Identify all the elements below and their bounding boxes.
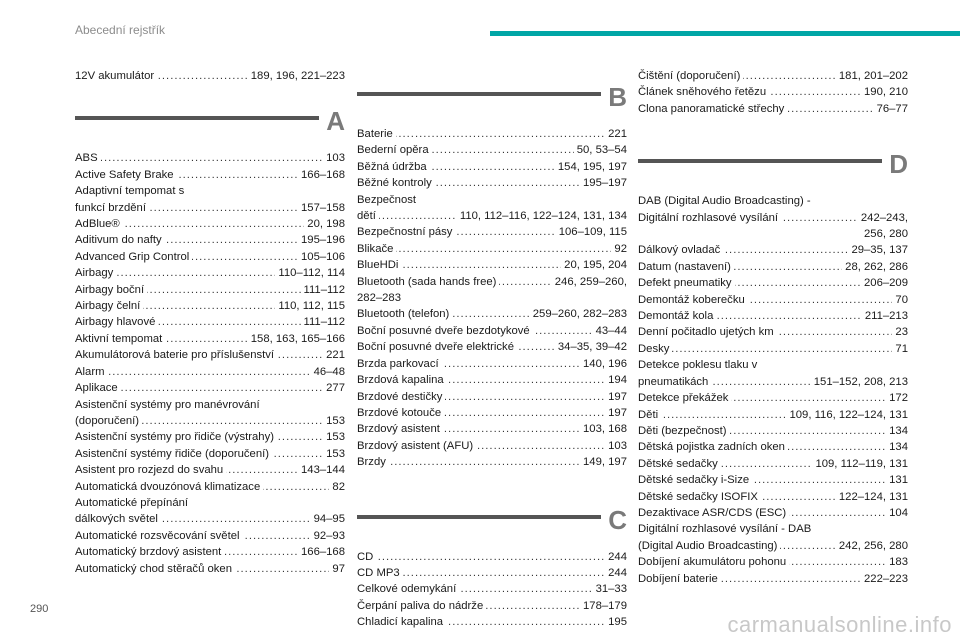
index-entry-term: Denní počitadlo ujetých km: [638, 326, 777, 338]
index-entry: [357, 257, 627, 273]
index-entry: [638, 308, 908, 324]
index-column-1: [75, 68, 345, 577]
index-entry: [75, 413, 345, 429]
index-entry-term: Dezaktivace ASR/CDS (ESC): [638, 507, 789, 519]
index-entry-term: Brzdové destičky: [357, 391, 445, 403]
index-entry-term: Bezpečnostní pásy: [357, 226, 455, 238]
index-entry-pages: 242, 256, 280: [836, 538, 908, 554]
index-entry-term: Demontáž kola: [638, 310, 716, 322]
index-entry-pages: 46–48: [311, 364, 345, 380]
index-entry-pages: 211–213: [862, 308, 908, 324]
index-entry: [75, 479, 345, 495]
index-entry: [75, 282, 345, 298]
index-entry-pages: 106–109, 115: [556, 224, 627, 240]
index-entry-term: BlueHDi: [357, 259, 401, 271]
section-letter-a: A: [326, 106, 345, 137]
index-entry-line: 282–283: [357, 292, 401, 305]
index-entry: [357, 175, 627, 191]
index-entry-term: Blikače: [357, 243, 396, 255]
index-entry-term: Detekce překážek: [638, 392, 731, 404]
index-entry-pages: 71: [892, 341, 908, 357]
index-entry-term: Automatický chod stěračů oken: [75, 563, 235, 575]
index-entry-pages: 195: [605, 614, 627, 630]
index-entry: [75, 68, 345, 84]
index-entry: [638, 489, 908, 505]
index-entry: [75, 347, 345, 363]
index-entry-pages: 109, 112–119, 131: [812, 456, 908, 472]
section-divider: [357, 515, 601, 519]
index-entry-term: Dětská pojistka zadních oken: [638, 441, 788, 453]
index-entry-pages: 154, 195, 197: [555, 159, 627, 175]
index-entry-pages: 172: [886, 390, 908, 406]
index-entry-term: Datum (nastavení): [638, 261, 734, 273]
index-entry-term: Airbagy: [75, 267, 116, 279]
index-entry-term: Chladicí kapalina: [357, 616, 446, 628]
index-entry-term: Automatické rozsvěcování světel: [75, 530, 243, 542]
index-entry: [75, 150, 345, 166]
index-entry-pages: 244: [605, 565, 627, 581]
index-entry: [638, 275, 908, 291]
index-entry-pages: 76–77: [874, 101, 908, 117]
index-entry-term: Brzdový asistent: [357, 423, 443, 435]
index-entry: [357, 306, 627, 322]
index-entry-term: Baterie: [357, 128, 396, 140]
index-entry-term: Brzda parkovací: [357, 358, 442, 370]
index-entry-pages: 92: [611, 241, 627, 257]
index-entry-pages: 92–93: [311, 528, 345, 544]
index-entry: [357, 405, 627, 421]
index-entry: [357, 421, 627, 437]
index-entry-line: Digitální rozhlasové vysílání - DAB: [638, 523, 812, 536]
index-entry: [638, 472, 908, 488]
index-entry: [357, 323, 627, 339]
index-entry: [357, 224, 627, 240]
index-entry-pages: 190, 210: [861, 84, 908, 100]
index-entry-line: Detekce poklesu tlaku v: [638, 359, 758, 372]
index-entry-term: Dětské sedačky ISOFIX: [638, 491, 761, 503]
index-entry-term: Děti: [638, 409, 661, 421]
index-entry-term: Dětské sedačky: [638, 458, 721, 470]
index-entry: [75, 462, 345, 478]
index-entry: [357, 598, 627, 614]
index-entry: [638, 407, 908, 423]
index-entry-term: Akumulátorová baterie pro příslušenství: [75, 349, 277, 361]
section-c-header: [357, 501, 627, 547]
index-entry: [75, 364, 345, 380]
index-entry-term: Brzdové kotouče: [357, 407, 444, 419]
index-entry: [357, 438, 627, 454]
index-entry: [638, 554, 908, 570]
index-entry-term: Boční posuvné dveře elektrické: [357, 341, 517, 353]
index-entry-term: 12V akumulátor: [75, 70, 157, 82]
index-entry: [357, 581, 627, 597]
index-entry-pages: 221: [323, 347, 345, 363]
index-entry-term: Běžné kontroly: [357, 177, 435, 189]
index-entry-pages: 158, 163, 165–166: [248, 331, 345, 347]
index-entry: [357, 142, 627, 158]
index-entry-pages: 31–33: [593, 581, 627, 597]
index-entry-term: Běžná údržba: [357, 161, 430, 173]
index-entry-pages: 194: [605, 372, 627, 388]
index-entry-term: Aplikace: [75, 382, 121, 394]
index-entry: [638, 390, 908, 406]
index-entry-term: dálkových světel: [75, 513, 161, 525]
index-entry-term: Aditivum do nafty: [75, 234, 165, 246]
index-entry: [75, 298, 345, 314]
section-a-header: [75, 102, 345, 148]
index-entry-pages: 110, 112–116, 122–124, 131, 134: [457, 208, 627, 224]
index-entry: [638, 571, 908, 587]
index-column-3: [638, 68, 908, 587]
index-entry: [75, 265, 345, 281]
index-entry-pages: 149, 197: [580, 454, 627, 470]
index-entry-pages: 97: [329, 561, 345, 577]
index-entry-pages: 256, 280: [864, 228, 908, 241]
index-entry-pages: 221: [605, 126, 627, 142]
index-entry-pages: 94–95: [311, 511, 345, 527]
index-entry-pages: 195–196: [298, 232, 345, 248]
index-entry-pages: 111–112: [301, 314, 345, 330]
index-entry-pages: 143–144: [298, 462, 345, 478]
index-entry-term: Boční posuvné dveře bezdotykové: [357, 325, 533, 337]
index-entry-pages: 50, 53–54: [574, 142, 627, 158]
index-entry-term: Alarm: [75, 366, 108, 378]
index-entry-term: (doporučení): [75, 415, 142, 427]
index-entry-pages: 153: [323, 429, 345, 445]
index-entry-term: Brzdový asistent (AFU): [357, 440, 476, 452]
index-entry-term: Aktivní tempomat: [75, 333, 165, 345]
index-entry-pages: 166–168: [298, 544, 345, 560]
index-entry-term: Automatický brzdový asistent: [75, 546, 224, 558]
index-entry-term: Asistent pro rozjezd do svahu: [75, 464, 226, 476]
index-entry-pages: 189, 196, 221–223: [248, 68, 345, 84]
section-letter-c: C: [608, 504, 627, 535]
index-entry: [75, 331, 345, 347]
index-entry-pages: 157–158: [298, 200, 345, 216]
index-entry-pages: 222–223: [861, 571, 908, 587]
index-column-2: [357, 78, 627, 631]
index-entry-line: Adaptivní tempomat s: [75, 185, 185, 198]
index-entry-term: funkcí brzdění: [75, 202, 149, 214]
index-entry: [357, 208, 627, 224]
index-entry: [357, 274, 627, 290]
index-entry-pages: 259–260, 282–283: [530, 306, 627, 322]
index-entry-pages: 246, 259–260,: [552, 274, 627, 290]
index-entry: [357, 126, 627, 142]
index-entry: [75, 232, 345, 248]
index-entry-term: Advanced Grip Control: [75, 251, 192, 263]
index-entry-term: Airbagy boční: [75, 284, 147, 296]
index-entry: [638, 101, 908, 117]
index-entry-term: Airbagy čelní: [75, 300, 143, 312]
index-entry-term: Bederní opěra: [357, 144, 432, 156]
index-entry: [638, 538, 908, 554]
index-entry-pages: 178–179: [580, 598, 627, 614]
index-entry: [638, 324, 908, 340]
index-entry: [638, 423, 908, 439]
index-entry-pages: 153: [323, 446, 345, 462]
index-entry: [357, 372, 627, 388]
index-entry-pages: 105–106: [298, 249, 345, 265]
index-entry-pages: 195–197: [580, 175, 627, 191]
index-entry: [75, 429, 345, 445]
index-entry: [75, 544, 345, 560]
index-entry-term: Dálkový ovladač: [638, 244, 723, 256]
index-entry-pages: 151–152, 208, 213: [811, 374, 908, 390]
index-entry-line: DAB (Digital Audio Broadcasting) -: [638, 195, 811, 208]
index-entry-pages: 23: [892, 324, 908, 340]
index-entry-term: Článek sněhového řetězu: [638, 86, 769, 98]
index-entry-pages: 122–124, 131: [836, 489, 908, 505]
header-accent-bar: [490, 31, 960, 36]
index-entry-term: Děti (bezpečnost): [638, 425, 730, 437]
index-entry-term: Celkové odemykání: [357, 583, 459, 595]
index-entry-pages: 242–243,: [858, 210, 908, 226]
index-entry: [638, 374, 908, 390]
index-entry-pages: 103: [605, 438, 627, 454]
index-entry: [357, 549, 627, 565]
index-entry-pages: 109, 116, 122–124, 131: [786, 407, 908, 423]
index-entry-pages: 20, 195, 204: [561, 257, 627, 273]
index-entry-pages: 103, 168: [580, 421, 627, 437]
index-entry: [75, 200, 345, 216]
index-entry-term: dětí: [357, 210, 379, 222]
index-entry-term: Brzdová kapalina: [357, 374, 447, 386]
index-entry-term: AdBlue®: [75, 218, 123, 230]
index-entry-pages: 70: [892, 292, 908, 308]
index-entry-term: Čištění (doporučení): [638, 70, 743, 82]
index-entry-line: Asistenční systémy pro manévrování: [75, 398, 260, 411]
index-entry-term: CD MP3: [357, 567, 403, 579]
index-entry-pages: 244: [605, 549, 627, 565]
index-entry-term: Active Safety Brake: [75, 169, 177, 181]
index-entry-term: Brzdy: [357, 456, 389, 468]
index-entry-pages: 153: [323, 413, 345, 429]
section-b-header: [357, 78, 627, 124]
index-entry: [357, 389, 627, 405]
index-entry-term: Clona panoramatické střechy: [638, 103, 787, 115]
index-entry-pages: 29–35, 137: [848, 242, 908, 258]
index-entry-term: (Digital Audio Broadcasting): [638, 540, 780, 552]
page-number: 290: [30, 603, 49, 615]
index-entry-term: Bluetooth (telefon): [357, 308, 452, 320]
index-entry-term: Dětské sedačky i-Size: [638, 474, 752, 486]
page-header-title: Abecední rejstřík: [75, 23, 166, 37]
index-entry: [638, 292, 908, 308]
index-entry-term: pneumatikách: [638, 376, 711, 388]
watermark: carmanualsonline.info: [727, 612, 952, 637]
index-entry-pages: 104: [886, 505, 908, 521]
index-entry: [357, 356, 627, 372]
section-letter-b: B: [608, 82, 627, 112]
index-entry-term: Automatická dvouzónová klimatizace: [75, 481, 263, 493]
section-d-header: [638, 145, 908, 191]
index-entry-term: Airbagy hlavové: [75, 316, 158, 328]
index-entry-pages: 183: [886, 554, 908, 570]
index-entry-pages: 140, 196: [580, 356, 627, 372]
index-entry-pages: 110, 112, 115: [275, 298, 345, 314]
index-entry: [638, 456, 908, 472]
index-entry-pages: 197: [605, 405, 627, 421]
index-entry: [75, 511, 345, 527]
index-entry-term: Digitální rozhlasové vysílání: [638, 212, 781, 224]
index-entry-pages: 20, 198: [304, 216, 345, 232]
index-entry: [75, 216, 345, 232]
index-entry: [638, 84, 908, 100]
index-entry-term: Dobíjení baterie: [638, 573, 721, 585]
index-entry: [75, 561, 345, 577]
index-entry: [638, 439, 908, 455]
index-entry: [638, 505, 908, 521]
index-entry-pages: 197: [605, 389, 627, 405]
index-entry-pages: 131: [886, 472, 908, 488]
index-entry-term: Demontáž koberečku: [638, 294, 748, 306]
index-entry: [75, 446, 345, 462]
index-entry-pages: 181, 201–202: [836, 68, 908, 84]
index-entry: [638, 242, 908, 258]
index-entry-term: Dobíjení akumulátoru pohonu: [638, 556, 789, 568]
index-entry-term: Čerpání paliva do nádrže: [357, 600, 486, 612]
index-entry-term: ABS: [75, 152, 101, 164]
index-entry-pages: 34–35, 39–42: [555, 339, 627, 355]
index-entry: [357, 159, 627, 175]
index-entry: [638, 68, 908, 84]
index-entry-pages: 82: [329, 479, 345, 495]
index-entry-pages: 110–112, 114: [275, 265, 345, 281]
index-entry: [638, 210, 908, 226]
index-entry: [357, 454, 627, 470]
index-entry-pages: 277: [323, 380, 345, 396]
index-entry: [357, 614, 627, 630]
index-entry-pages: 111–112: [301, 282, 345, 298]
index-entry-term: Bluetooth (sada hands free): [357, 276, 499, 288]
index-entry-term: Defekt pneumatiky: [638, 277, 735, 289]
index-entry: [75, 249, 345, 265]
index-entry-line: Automatické přepínání: [75, 496, 189, 509]
section-divider: [357, 92, 601, 96]
index-entry: [357, 565, 627, 581]
index-entry-term: Desky: [638, 343, 672, 355]
index-entry: [357, 339, 627, 355]
index-entry: [75, 380, 345, 396]
index-entry: [75, 314, 345, 330]
index-entry-pages: 134: [886, 439, 908, 455]
index-entry-pages: 43–44: [593, 323, 627, 339]
index-entry-pages: 134: [886, 423, 908, 439]
index-entry: [357, 241, 627, 257]
index-entry: [638, 259, 908, 275]
index-entry-line: Bezpečnost: [357, 193, 417, 206]
section-divider: [75, 116, 319, 120]
section-letter-d: D: [889, 149, 908, 180]
index-entry-pages: 206–209: [861, 275, 908, 291]
index-entry-pages: 166–168: [298, 167, 345, 183]
section-divider: [638, 159, 882, 163]
index-entry: [638, 341, 908, 357]
index-entry-pages: 28, 262, 286: [842, 259, 908, 275]
index-entry: [75, 167, 345, 183]
index-entry-pages: 103: [323, 150, 345, 166]
index-entry-term: Asistenční systémy pro řidiče (výstrahy): [75, 431, 277, 443]
index-entry-term: CD: [357, 551, 376, 563]
index-entry: [75, 528, 345, 544]
index-entry-term: Asistenční systémy řidiče (doporučení): [75, 448, 272, 460]
